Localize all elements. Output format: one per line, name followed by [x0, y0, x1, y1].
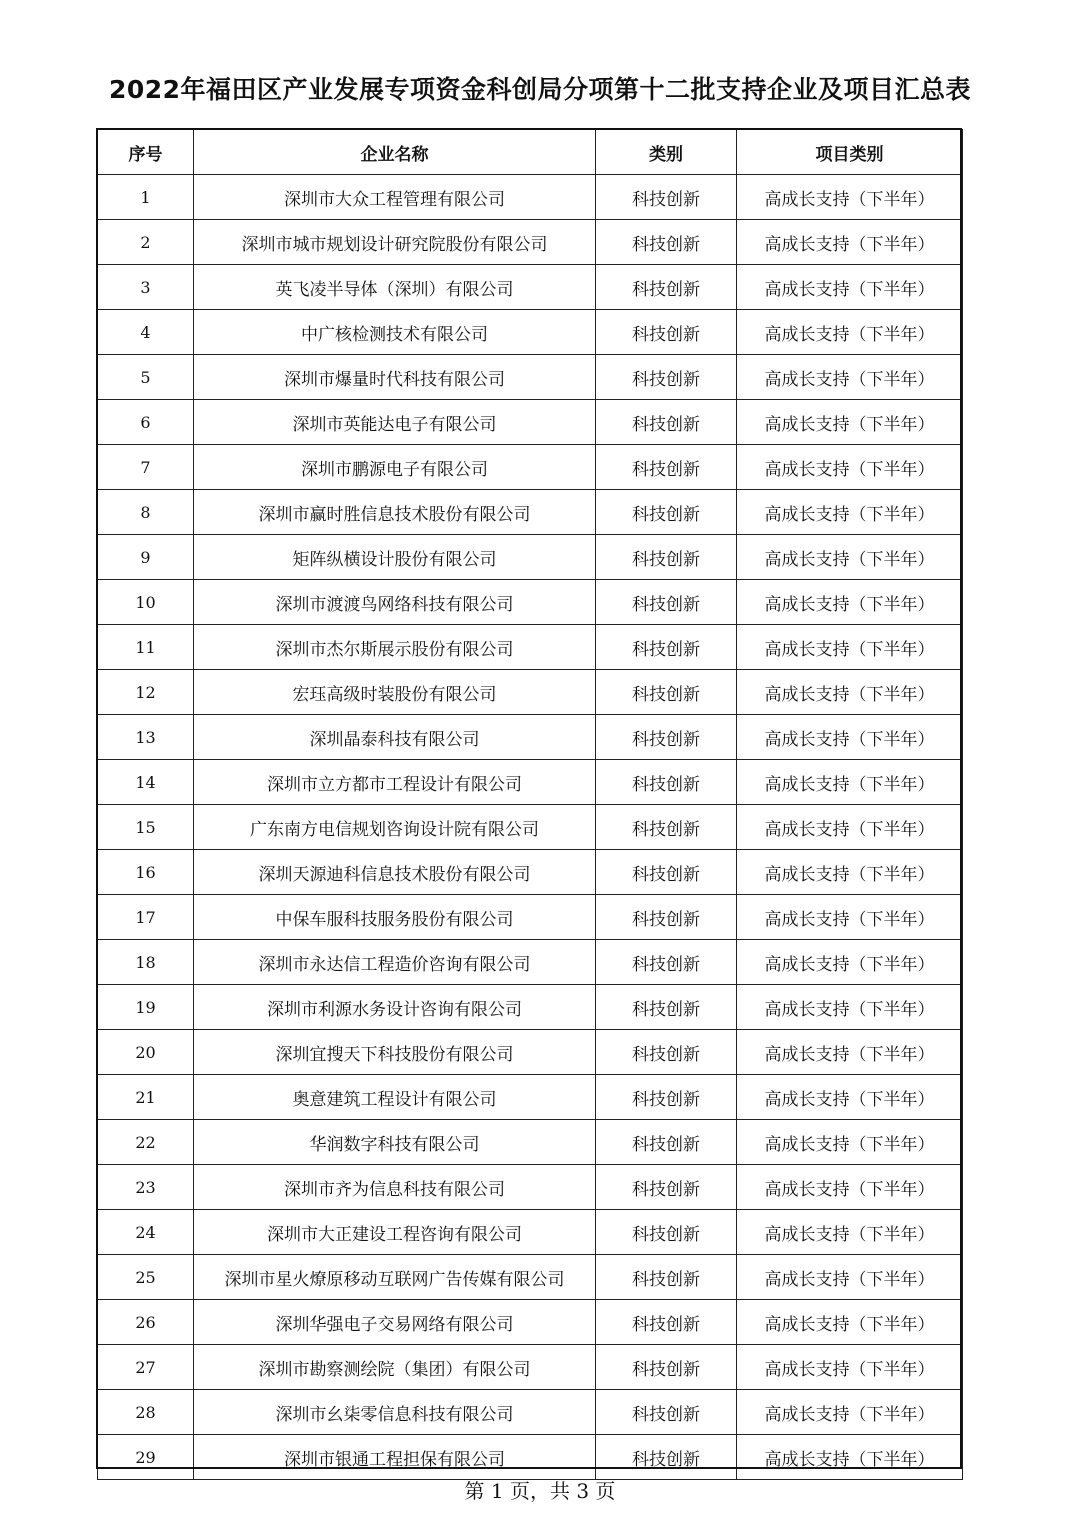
cell-company: 英飞凌半导体（深圳）有限公司	[194, 265, 596, 310]
cell-category: 科技创新	[596, 535, 737, 580]
cell-project-type: 高成长支持（下半年）	[737, 400, 963, 445]
table-row	[98, 940, 963, 985]
cell-project-type: 高成长支持（下半年）	[737, 805, 963, 850]
cell-project-type: 高成长支持（下半年）	[737, 1255, 963, 1300]
cell-company: 深圳市杰尔斯展示股份有限公司	[194, 625, 596, 670]
cell-index: 7	[98, 445, 194, 490]
cell-index: 10	[98, 580, 194, 625]
cell-project-type: 高成长支持（下半年）	[737, 895, 963, 940]
cell-index: 21	[98, 1075, 194, 1120]
table-row	[98, 580, 963, 625]
cell-project-type: 高成长支持（下半年）	[737, 985, 963, 1030]
table-row	[98, 1120, 963, 1165]
cell-category: 科技创新	[596, 760, 737, 805]
table-row	[98, 310, 963, 355]
table-row	[98, 175, 963, 220]
cell-category: 科技创新	[596, 940, 737, 985]
cell-company: 深圳市大正建设工程咨询有限公司	[194, 1210, 596, 1255]
table-row	[98, 850, 963, 895]
cell-index: 27	[98, 1345, 194, 1390]
cell-index: 14	[98, 760, 194, 805]
header-company: 企业名称	[194, 130, 596, 175]
cell-index: 23	[98, 1165, 194, 1210]
cell-project-type: 高成长支持（下半年）	[737, 1030, 963, 1075]
cell-project-type: 高成长支持（下半年）	[737, 1435, 963, 1480]
cell-project-type: 高成长支持（下半年）	[737, 670, 963, 715]
cell-category: 科技创新	[596, 805, 737, 850]
table-row	[98, 670, 963, 715]
cell-company: 深圳天源迪科信息技术股份有限公司	[194, 850, 596, 895]
cell-index: 12	[98, 670, 194, 715]
cell-index: 22	[98, 1120, 194, 1165]
cell-company: 深圳市大众工程管理有限公司	[194, 175, 596, 220]
table-row	[98, 220, 963, 265]
cell-company: 深圳华强电子交易网络有限公司	[194, 1300, 596, 1345]
table-row	[98, 895, 963, 940]
cell-category: 科技创新	[596, 1030, 737, 1075]
cell-index: 15	[98, 805, 194, 850]
table-row	[98, 1345, 963, 1390]
cell-company: 深圳市星火燎原移动互联网广告传媒有限公司	[194, 1255, 596, 1300]
cell-category: 科技创新	[596, 1210, 737, 1255]
cell-project-type: 高成长支持（下半年）	[737, 1345, 963, 1390]
cell-project-type: 高成长支持（下半年）	[737, 940, 963, 985]
table-row	[98, 265, 963, 310]
table-row	[98, 355, 963, 400]
cell-category: 科技创新	[596, 850, 737, 895]
cell-company: 深圳市幺柒零信息科技有限公司	[194, 1390, 596, 1435]
cell-category: 科技创新	[596, 625, 737, 670]
table-row	[98, 625, 963, 670]
cell-company: 广东南方电信规划咨询设计院有限公司	[194, 805, 596, 850]
cell-company: 深圳市利源水务设计咨询有限公司	[194, 985, 596, 1030]
cell-index: 16	[98, 850, 194, 895]
cell-category: 科技创新	[596, 1165, 737, 1210]
cell-project-type: 高成长支持（下半年）	[737, 175, 963, 220]
cell-index: 1	[98, 175, 194, 220]
cell-company: 深圳市银通工程担保有限公司	[194, 1435, 596, 1480]
cell-index: 17	[98, 895, 194, 940]
cell-category: 科技创新	[596, 715, 737, 760]
cell-category: 科技创新	[596, 670, 737, 715]
cell-index: 28	[98, 1390, 194, 1435]
cell-index: 25	[98, 1255, 194, 1300]
table-row	[98, 1210, 963, 1255]
cell-project-type: 高成长支持（下半年）	[737, 310, 963, 355]
table-row	[98, 535, 963, 580]
cell-index: 9	[98, 535, 194, 580]
table-row	[98, 1030, 963, 1075]
cell-project-type: 高成长支持（下半年）	[737, 355, 963, 400]
cell-category: 科技创新	[596, 400, 737, 445]
summary-table	[97, 129, 963, 1480]
cell-category: 科技创新	[596, 265, 737, 310]
table-row	[98, 1435, 963, 1480]
cell-company: 中广核检测技术有限公司	[194, 310, 596, 355]
cell-index: 26	[98, 1300, 194, 1345]
cell-category: 科技创新	[596, 220, 737, 265]
cell-project-type: 高成长支持（下半年）	[737, 625, 963, 670]
table-row	[98, 445, 963, 490]
cell-company: 深圳市勘察测绘院（集团）有限公司	[194, 1345, 596, 1390]
cell-project-type: 高成长支持（下半年）	[737, 220, 963, 265]
cell-project-type: 高成长支持（下半年）	[737, 445, 963, 490]
cell-category: 科技创新	[596, 1075, 737, 1120]
cell-company: 深圳市渡渡鸟网络科技有限公司	[194, 580, 596, 625]
cell-category: 科技创新	[596, 445, 737, 490]
cell-index: 11	[98, 625, 194, 670]
cell-index: 19	[98, 985, 194, 1030]
cell-company: 深圳市永达信工程造价咨询有限公司	[194, 940, 596, 985]
cell-project-type: 高成长支持（下半年）	[737, 580, 963, 625]
header-project-type: 项目类别	[737, 130, 963, 175]
cell-project-type: 高成长支持（下半年）	[737, 1075, 963, 1120]
cell-category: 科技创新	[596, 310, 737, 355]
cell-index: 13	[98, 715, 194, 760]
cell-project-type: 高成长支持（下半年）	[737, 490, 963, 535]
table-row	[98, 1390, 963, 1435]
table-row	[98, 985, 963, 1030]
table-row	[98, 490, 963, 535]
cell-company: 深圳市爆量时代科技有限公司	[194, 355, 596, 400]
cell-category: 科技创新	[596, 1300, 737, 1345]
cell-company: 深圳市赢时胜信息技术股份有限公司	[194, 490, 596, 535]
cell-company: 中保车服科技服务股份有限公司	[194, 895, 596, 940]
cell-index: 6	[98, 400, 194, 445]
table-row	[98, 1300, 963, 1345]
cell-company: 深圳市城市规划设计研究院股份有限公司	[194, 220, 596, 265]
page-footer: 第 1 页，共 3 页	[464, 1479, 616, 1503]
cell-category: 科技创新	[596, 1255, 737, 1300]
cell-category: 科技创新	[596, 175, 737, 220]
cell-category: 科技创新	[596, 1345, 737, 1390]
table-row	[98, 400, 963, 445]
cell-project-type: 高成长支持（下半年）	[737, 265, 963, 310]
cell-project-type: 高成长支持（下半年）	[737, 850, 963, 895]
table-row	[98, 1165, 963, 1210]
cell-project-type: 高成长支持（下半年）	[737, 1165, 963, 1210]
cell-index: 29	[98, 1435, 194, 1480]
cell-category: 科技创新	[596, 985, 737, 1030]
cell-index: 2	[98, 220, 194, 265]
cell-index: 24	[98, 1210, 194, 1255]
cell-category: 科技创新	[596, 1435, 737, 1480]
cell-category: 科技创新	[596, 1120, 737, 1165]
cell-company: 深圳市英能达电子有限公司	[194, 400, 596, 445]
table-body	[98, 175, 963, 1480]
cell-index: 8	[98, 490, 194, 535]
cell-company: 深圳市鹏源电子有限公司	[194, 445, 596, 490]
table-row	[98, 1255, 963, 1300]
cell-category: 科技创新	[596, 355, 737, 400]
cell-index: 20	[98, 1030, 194, 1075]
header-index: 序号	[98, 130, 194, 175]
document-title: 2022年福田区产业发展专项资金科创局分项第十二批支持企业及项目汇总表	[108, 75, 972, 104]
cell-company: 深圳晶泰科技有限公司	[194, 715, 596, 760]
cell-company: 矩阵纵横设计股份有限公司	[194, 535, 596, 580]
cell-index: 18	[98, 940, 194, 985]
cell-index: 5	[98, 355, 194, 400]
cell-category: 科技创新	[596, 490, 737, 535]
cell-company: 深圳市立方都市工程设计有限公司	[194, 760, 596, 805]
cell-company: 华润数字科技有限公司	[194, 1120, 596, 1165]
table-row	[98, 805, 963, 850]
cell-project-type: 高成长支持（下半年）	[737, 715, 963, 760]
header-category: 类别	[596, 130, 737, 175]
cell-company: 奥意建筑工程设计有限公司	[194, 1075, 596, 1120]
cell-project-type: 高成长支持（下半年）	[737, 760, 963, 805]
table-row	[98, 760, 963, 805]
cell-category: 科技创新	[596, 580, 737, 625]
cell-company: 宏珏高级时装股份有限公司	[194, 670, 596, 715]
cell-company: 深圳宜搜天下科技股份有限公司	[194, 1030, 596, 1075]
cell-project-type: 高成长支持（下半年）	[737, 1120, 963, 1165]
table-row	[98, 715, 963, 760]
cell-project-type: 高成长支持（下半年）	[737, 1300, 963, 1345]
cell-project-type: 高成长支持（下半年）	[737, 1390, 963, 1435]
table-header-row	[98, 130, 963, 175]
cell-company: 深圳市齐为信息科技有限公司	[194, 1165, 596, 1210]
cell-project-type: 高成长支持（下半年）	[737, 1210, 963, 1255]
cell-category: 科技创新	[596, 1390, 737, 1435]
cell-index: 3	[98, 265, 194, 310]
cell-index: 4	[98, 310, 194, 355]
table-row	[98, 1075, 963, 1120]
cell-project-type: 高成长支持（下半年）	[737, 535, 963, 580]
cell-category: 科技创新	[596, 895, 737, 940]
